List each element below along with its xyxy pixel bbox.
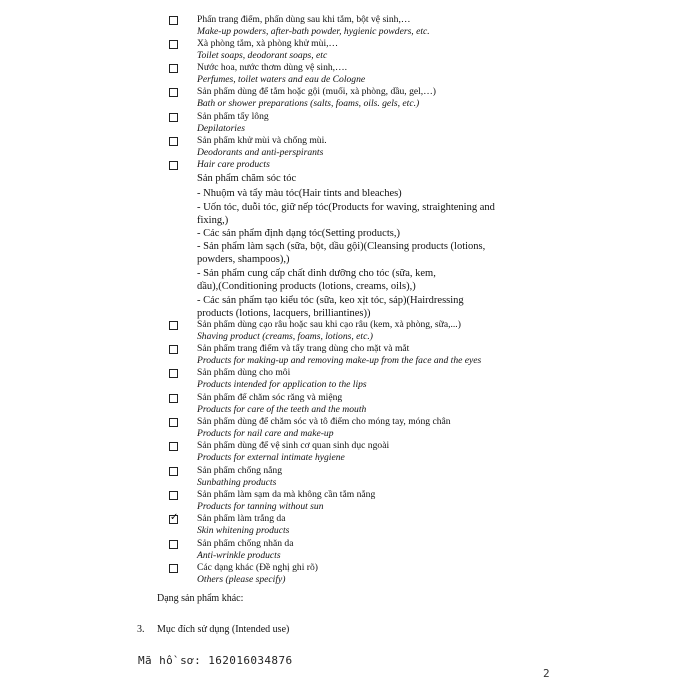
hair-care-subitem: - Sản phẩm cung cấp chất dinh dưỡng cho tóc (sữa, kem,: [197, 268, 436, 279]
category-label-en: Perfumes, toilet waters and eau de Cologne: [197, 74, 366, 85]
hair-care-subitem: - Các sản phẩm định dạng tóc(Setting products,): [197, 228, 400, 239]
category-checkbox[interactable]: [169, 442, 178, 451]
category-label-vi: Sản phẩm dùng cho môi: [197, 367, 291, 378]
category-label-vi: Sản phẩm dùng để vệ sinh cơ quan sinh dục ngoài: [197, 440, 390, 451]
hair-care-subitem: products (lotions, lacquers, brilliantines)): [197, 308, 371, 319]
category-label-en: Deodorants and anti-perspirants: [197, 147, 324, 158]
category-checkbox[interactable]: [169, 88, 178, 97]
category-checkbox[interactable]: [169, 113, 178, 122]
hair-care-subitem: fixing,): [197, 215, 229, 226]
category-label-vi: Xà phòng tắm, xà phòng khử mùi,…: [197, 38, 339, 49]
category-label-vi: Phấn trang điểm, phấn dùng sau khi tắm, bột vệ sinh,…: [197, 14, 411, 25]
category-label-en: Hair care products: [197, 159, 270, 170]
category-label-vi: Sản phẩm làm sạm da mà không cần tắm nắng: [197, 489, 376, 500]
category-label-en: Sunbathing products: [197, 477, 277, 488]
page-number: 2: [543, 667, 550, 680]
category-label-en: Depilatories: [197, 123, 245, 134]
hair-care-subitem: - Các sản phẩm tạo kiểu tóc (sữa, keo xịt tóc, sáp)(Hairdressing: [197, 295, 464, 306]
section-3-heading: [137, 624, 289, 635]
category-checkbox[interactable]: [169, 512, 179, 524]
category-checkbox[interactable]: [169, 40, 178, 49]
category-label-vi: Sản phẩm dùng cạo râu hoặc sau khi cạo râu (kem, xà phòng, sữa,...): [197, 319, 461, 330]
category-checkbox[interactable]: [169, 161, 178, 170]
category-checkbox[interactable]: [169, 64, 178, 73]
category-checkbox[interactable]: [169, 418, 178, 427]
hair-care-subitem: - Nhuộm và tẩy màu tóc(Hair tints and bleaches): [197, 188, 402, 199]
hair-care-subitem: - Sản phẩm làm sạch (sữa, bột, dầu gội)(Cleansing products (lotions,: [197, 241, 486, 252]
category-label-en: Toilet soaps, deodorant soaps, etc: [197, 50, 328, 61]
category-label-vi: Sản phẩm dùng để tắm hoặc gội (muối, xà phòng, dầu, gel,…): [197, 86, 436, 97]
category-label-vi: Sản phẩm để chăm sóc răng và miệng: [197, 392, 343, 403]
category-checkbox[interactable]: [169, 16, 178, 25]
category-label-en: Products for external intimate hygiene: [197, 452, 345, 463]
category-label-en: Others (please specify): [197, 574, 286, 585]
category-label-en: Bath or shower preparations (salts, foams, oils. gels, etc.): [197, 98, 420, 109]
section-label: Mục đích sử dụng (Intended use): [157, 624, 290, 635]
category-label-vi: Sản phẩm chống nhăn da: [197, 538, 294, 549]
hair-care-subitem: - Uốn tóc, duỗi tóc, giữ nếp tóc(Products for waving, straightening and: [197, 202, 495, 213]
category-label-en: Products for tanning without sun: [197, 501, 324, 512]
category-label-vi: Các dạng khác (Đề nghị ghi rõ): [197, 562, 318, 573]
category-label-en: Make-up powders, after-bath powder, hygienic powders, etc.: [197, 26, 430, 37]
file-code: Mã hồ sơ: 162016034876: [138, 654, 293, 667]
category-label-vi: Sản phẩm dùng để chăm sóc và tô điểm cho móng tay, móng chân: [197, 416, 451, 427]
category-checkbox[interactable]: [169, 564, 178, 573]
hair-care-subitem: powders, shampoos),): [197, 254, 290, 265]
category-label-en: Products for care of the teeth and the mouth: [197, 404, 367, 415]
category-checkbox[interactable]: [169, 369, 178, 378]
category-checkbox[interactable]: [169, 394, 178, 403]
category-checkbox[interactable]: [169, 345, 178, 354]
hair-care-heading: Sản phẩm chăm sóc tóc: [197, 173, 297, 184]
category-label-vi: Sản phẩm khử mùi và chống mùi.: [197, 135, 327, 146]
category-label-vi: Sản phẩm tẩy lông: [197, 111, 269, 122]
category-label-vi: Sản phẩm chống nắng: [197, 465, 282, 476]
other-forms-label: Dạng sản phẩm khác:: [157, 593, 244, 604]
category-label-en: Products intended for application to the lips: [197, 379, 367, 390]
category-label-en: Skin whitening products: [197, 525, 290, 536]
category-checkbox[interactable]: [169, 137, 178, 146]
category-checkbox[interactable]: [169, 491, 178, 500]
category-checkbox[interactable]: [169, 540, 178, 549]
category-label-vi: Sản phẩm làm trắng da: [197, 513, 286, 524]
category-checkbox[interactable]: [169, 467, 178, 476]
category-label-en: Products for making-up and removing make-up from the face and the eyes: [197, 355, 482, 366]
category-label-en: Products for nail care and make-up: [197, 428, 334, 439]
section-number: 3.: [137, 624, 145, 635]
category-label-vi: Sản phẩm trang điểm và tẩy trang dùng cho mặt và mắt: [197, 343, 410, 354]
category-label-en: Shaving product (creams, foams, lotions, etc.): [197, 331, 373, 342]
category-label-vi: Nước hoa, nước thơm dùng vệ sinh,….: [197, 62, 348, 73]
category-label-en: Anti-wrinkle products: [197, 550, 281, 561]
checkmark-icon: ✓: [170, 512, 179, 523]
hair-care-subitem: dầu),(Conditioning products (lotions, creams, oils),): [197, 281, 416, 292]
category-checkbox[interactable]: [169, 321, 178, 330]
